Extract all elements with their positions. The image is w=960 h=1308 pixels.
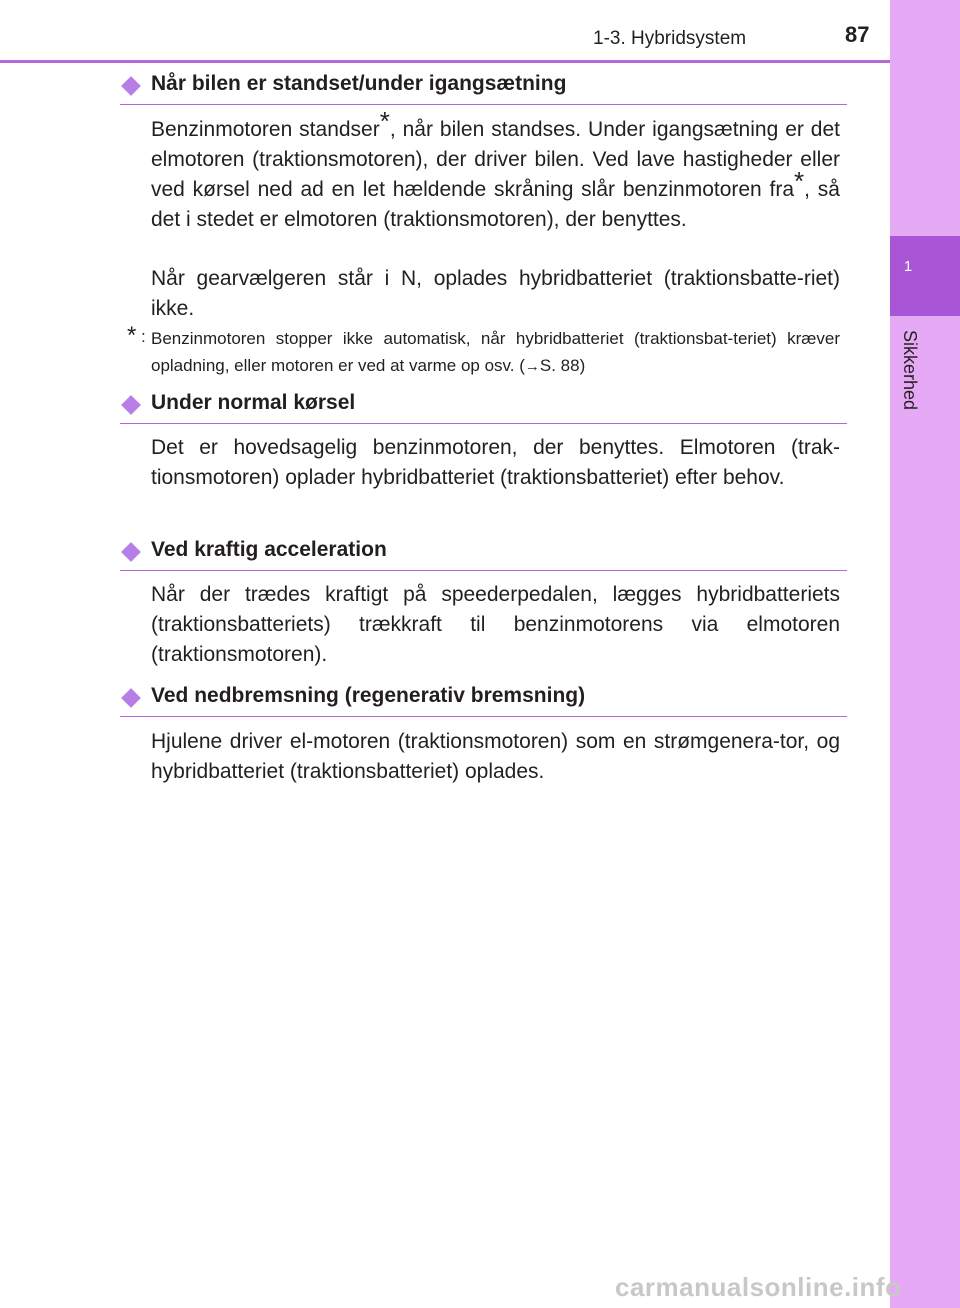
paragraph-text: , når bilen standses. Under igangsætning er det elmotoren (traktionsmotoren), der driver bilen. Ved lave hastigheder eller ved kørsel ned ad en let hældende skråning slår benzinmotoren fra	[151, 118, 840, 201]
footnote	[151, 325, 840, 380]
running-header-title: 1-3. Hybridsystem	[593, 28, 747, 49]
footnote-marker: *	[379, 106, 390, 136]
paragraph-normal-driving: Det er hovedsagelig benzinmotoren, der benyttes. Elmotoren (trak-tionsmotoren) oplader hybridbatteriet (traktionsbatteriet) efter behov.	[151, 436, 840, 489]
footnote-marker: *	[794, 166, 805, 196]
diamond-bullet-icon	[121, 688, 141, 708]
side-chapter-strip	[890, 0, 960, 1308]
chapter-number: 1	[903, 258, 913, 275]
chapter-tab	[890, 236, 960, 316]
section-heading-acceleration	[120, 536, 847, 571]
section-heading-stopped	[120, 70, 847, 105]
section-heading-braking	[120, 682, 847, 717]
paragraph-braking: Hjulene driver el-motoren (traktionsmotoren) som en strømgenera-tor, og hybridbatteriet (traktionsbatteriet) oplades.	[151, 730, 840, 783]
section-heading-text: Ved nedbremsning (regenerativ bremsning)	[151, 684, 586, 707]
section-heading-text: Ved kraftig acceleration	[151, 538, 387, 561]
page-reference-link[interactable]: S. 88)	[539, 356, 586, 375]
header-divider	[0, 60, 890, 63]
section-heading-normal-driving	[120, 389, 847, 424]
footnote-star: *	[127, 322, 137, 349]
diamond-bullet-icon	[121, 542, 141, 562]
paragraph-stopped-1	[151, 106, 840, 235]
page-number: 87	[845, 22, 870, 47]
paragraph-text: , så det i stedet er elmotoren (traktionsmotoren), der benyttes.	[151, 178, 840, 231]
footnote-text: Benzinmotoren stopper ikke automatisk, når hybridbatteriet (traktionsbat-teriet) kræver opladning, eller motoren er ved at varme op osv. (	[151, 329, 840, 375]
paragraph-stopped-2: Når gearvælgeren står i N, oplades hybridbatteriet (traktionsbatte-riet) ikke.	[151, 267, 840, 320]
diamond-bullet-icon	[121, 76, 141, 96]
diamond-bullet-icon	[121, 395, 141, 415]
section-heading-text: Når bilen er standset/under igangsætning	[151, 72, 567, 95]
watermark: carmanualsonline.info	[615, 1272, 902, 1302]
footnote-colon: :	[141, 327, 146, 346]
chapter-label: Sikkerhed	[900, 330, 920, 411]
paragraph-text: Benzinmotoren standser	[151, 118, 380, 141]
section-heading-text: Under normal kørsel	[151, 391, 356, 414]
arrow-right-icon: →	[524, 358, 540, 375]
paragraph-acceleration: Når der trædes kraftigt på speederpedalen, lægges hybridbatteriets (traktionsbatteriets) trækkraft til benzinmotorens via elmotoren (traktionsmotoren).	[151, 583, 840, 666]
